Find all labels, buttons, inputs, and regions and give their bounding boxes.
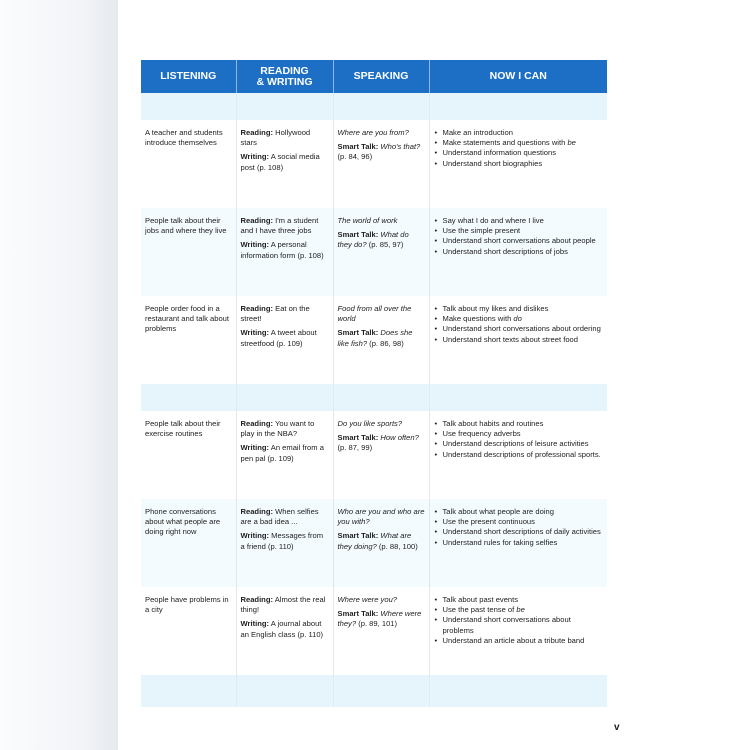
now-i-can-item bbox=[434, 419, 604, 429]
unit-row bbox=[141, 587, 607, 675]
now-i-can-text: Understand information questions bbox=[442, 148, 557, 158]
unit-band-cell bbox=[333, 93, 429, 120]
unit-band-cell bbox=[429, 384, 607, 411]
smart-talk-entry bbox=[338, 531, 425, 551]
now-i-can-text: Make statements and questions with bbox=[442, 138, 568, 148]
now-i-can-list bbox=[434, 304, 604, 345]
reading-label: Reading: bbox=[240, 128, 273, 137]
listening-cell bbox=[141, 208, 236, 296]
listening-cell bbox=[141, 411, 236, 499]
smart-talk-label: Smart Talk: bbox=[337, 328, 379, 338]
reading-entry bbox=[241, 304, 329, 324]
now-i-can-text: Understand an article about a tribute band bbox=[442, 635, 585, 645]
smart-talk-pages: (p. 84, 96) bbox=[337, 152, 373, 162]
unit-band-cell bbox=[141, 93, 236, 120]
listening-cell bbox=[141, 296, 236, 384]
now-i-can-text: Understand short conversations about ordering bbox=[442, 324, 601, 334]
unit-band bbox=[141, 384, 607, 411]
now-i-can-text: Talk about my likes and dislikes bbox=[442, 304, 549, 313]
now-i-can-item bbox=[434, 236, 604, 246]
now-i-can-emphasis: be bbox=[567, 138, 576, 148]
smart-talk-pages: (p. 85, 97) bbox=[368, 240, 404, 250]
smart-talk-label: Smart Talk: bbox=[337, 142, 379, 152]
now-i-can-text: Understand short descriptions of daily activities bbox=[442, 527, 601, 537]
now-i-can-item bbox=[434, 128, 604, 138]
writing-entry bbox=[241, 531, 329, 551]
smart-talk-question: Where were they? bbox=[337, 609, 422, 629]
reading-writing-cell bbox=[236, 208, 333, 296]
now-i-can-text: Use frequency adverbs bbox=[442, 429, 521, 439]
reading-text: Eat on the street! bbox=[240, 304, 310, 324]
smart-talk-entry bbox=[338, 328, 425, 348]
listening-text: People talk about their exercise routines bbox=[145, 419, 221, 439]
listening-text: People have problems in a city bbox=[145, 595, 229, 615]
now-i-can-item bbox=[434, 605, 604, 615]
unit-row bbox=[141, 208, 607, 296]
reading-text: I'm a student and I have three jobs bbox=[240, 216, 319, 236]
now-i-can-item bbox=[434, 314, 604, 324]
now-i-can-item bbox=[434, 247, 604, 257]
smart-talk-question: Who's that? bbox=[380, 142, 421, 152]
unit-band-cell bbox=[141, 384, 236, 411]
writing-label: Writing: bbox=[240, 619, 270, 629]
writing-entry bbox=[241, 152, 329, 172]
now-i-can-item bbox=[434, 226, 604, 236]
now-i-can-list bbox=[434, 216, 604, 257]
smart-talk-question: Does she like fish? bbox=[337, 328, 413, 348]
unit-band-cell bbox=[429, 93, 607, 120]
now-i-can-item bbox=[434, 439, 604, 449]
smart-talk-label: Smart Talk: bbox=[337, 531, 379, 541]
header-speaking: SPEAKING bbox=[333, 60, 429, 93]
now-i-can-item bbox=[434, 148, 604, 158]
reading-writing-cell bbox=[236, 296, 333, 384]
speaking-cell bbox=[333, 208, 429, 296]
now-i-can-text: Use the present continuous bbox=[442, 517, 535, 527]
speaking-cell bbox=[333, 296, 429, 384]
now-i-can-text: Say what I do and where I live bbox=[442, 216, 544, 225]
speaking-topic bbox=[338, 419, 425, 429]
contents-table bbox=[141, 60, 607, 707]
reading-entry bbox=[241, 128, 329, 148]
listening-text: People order food in a restaurant and talk about problems bbox=[145, 304, 230, 334]
speaking-topic-text: Do you like sports? bbox=[337, 419, 403, 428]
speaking-cell bbox=[333, 499, 429, 587]
speaking-topic bbox=[338, 216, 425, 226]
now-i-can-text: Understand descriptions of leisure activities bbox=[442, 439, 589, 449]
now-i-can-list bbox=[434, 419, 604, 460]
unit-band bbox=[141, 93, 607, 120]
writing-label: Writing: bbox=[240, 152, 270, 162]
now-i-can-text: Use the past tense of bbox=[442, 605, 517, 615]
now-i-can-text: Talk about past events bbox=[442, 595, 519, 604]
reading-label: Reading: bbox=[240, 595, 273, 604]
unit-row bbox=[141, 499, 607, 587]
now-i-can-text: Talk about what people are doing bbox=[442, 507, 554, 516]
now-i-can-cell bbox=[429, 120, 607, 208]
listening-cell bbox=[141, 499, 236, 587]
unit-band bbox=[141, 675, 607, 707]
now-i-can-cell bbox=[429, 499, 607, 587]
listening-cell bbox=[141, 120, 236, 208]
smart-talk-entry bbox=[338, 230, 425, 250]
reading-text: Almost the real thing! bbox=[240, 595, 326, 615]
smart-talk-pages: (p. 86, 98) bbox=[369, 338, 404, 348]
smart-talk-pages: (p. 89, 101) bbox=[358, 619, 398, 629]
reading-writing-cell bbox=[236, 411, 333, 499]
smart-talk-entry bbox=[338, 142, 425, 162]
reading-text: When selfies are a bad idea ... bbox=[240, 507, 319, 527]
now-i-can-item bbox=[434, 159, 604, 169]
writing-entry bbox=[241, 240, 329, 260]
now-i-can-item bbox=[434, 216, 604, 226]
now-i-can-text: Understand rules for taking selfies bbox=[442, 537, 558, 547]
speaking-cell bbox=[333, 587, 429, 675]
reading-text: Hollywood stars bbox=[240, 128, 311, 148]
unit-row bbox=[141, 120, 607, 208]
smart-talk-label: Smart Talk: bbox=[337, 230, 379, 240]
smart-talk-label: Smart Talk: bbox=[337, 433, 379, 443]
header-listening: LISTENING bbox=[141, 60, 236, 93]
speaking-topic-text: Food from all over the world bbox=[337, 304, 412, 324]
listening-text: A teacher and students introduce themselves bbox=[145, 128, 223, 148]
writing-text: A tweet about streetfood (p. 109) bbox=[240, 328, 317, 348]
speaking-topic-text: Who are you and who are you with? bbox=[337, 507, 425, 527]
listening-text: People talk about their jobs and where they live bbox=[145, 216, 227, 236]
writing-label: Writing: bbox=[240, 443, 270, 453]
writing-entry bbox=[241, 619, 329, 639]
listening-text: Phone conversations about what people are doing right now bbox=[145, 507, 221, 537]
now-i-can-emphasis: do bbox=[513, 314, 522, 324]
now-i-can-text: Make questions with bbox=[442, 314, 514, 324]
now-i-can-item bbox=[434, 450, 604, 460]
speaking-topic bbox=[338, 128, 425, 138]
now-i-can-item bbox=[434, 507, 604, 517]
reading-label: Reading: bbox=[240, 507, 273, 516]
unit-band-cell bbox=[236, 384, 333, 411]
now-i-can-cell bbox=[429, 208, 607, 296]
smart-talk-label: Smart Talk: bbox=[337, 609, 379, 619]
writing-text: A personal information form (p. 108) bbox=[240, 240, 324, 260]
writing-text: A social media post (p. 108) bbox=[240, 152, 320, 172]
smart-talk-question: How often? bbox=[380, 433, 419, 443]
now-i-can-item bbox=[434, 304, 604, 314]
reading-entry bbox=[241, 216, 329, 236]
reading-text: You want to play in the NBA? bbox=[240, 419, 315, 439]
now-i-can-item bbox=[434, 527, 604, 537]
now-i-can-list bbox=[434, 128, 604, 169]
table-header bbox=[141, 60, 607, 93]
speaking-topic-text: Where are you from? bbox=[337, 128, 409, 137]
page-gutter bbox=[0, 0, 118, 750]
now-i-can-item bbox=[434, 335, 604, 345]
now-i-can-text: Understand short descriptions of jobs bbox=[442, 246, 568, 256]
writing-text: Messages from a friend (p. 110) bbox=[240, 531, 324, 551]
reading-writing-cell bbox=[236, 499, 333, 587]
writing-text: An email from a pen pal (p. 109) bbox=[240, 443, 324, 463]
now-i-can-text: Talk about habits and routines bbox=[442, 419, 544, 428]
smart-talk-entry bbox=[338, 609, 425, 629]
listening-cell bbox=[141, 587, 236, 675]
header-reading-writing: READING & WRITING bbox=[236, 60, 333, 93]
now-i-can-item bbox=[434, 538, 604, 548]
speaking-cell bbox=[333, 411, 429, 499]
now-i-can-cell bbox=[429, 296, 607, 384]
now-i-can-item bbox=[434, 636, 604, 646]
now-i-can-text: Understand descriptions of professional sports. bbox=[442, 449, 601, 459]
reading-writing-cell bbox=[236, 587, 333, 675]
table-body bbox=[141, 93, 607, 707]
writing-entry bbox=[241, 443, 329, 463]
reading-entry bbox=[241, 507, 329, 527]
reading-label: Reading: bbox=[240, 304, 273, 313]
reading-label: Reading: bbox=[240, 216, 273, 225]
unit-row bbox=[141, 411, 607, 499]
now-i-can-item bbox=[434, 517, 604, 527]
reading-entry bbox=[241, 595, 329, 615]
writing-label: Writing: bbox=[240, 531, 270, 541]
speaking-topic bbox=[338, 595, 425, 605]
now-i-can-list bbox=[434, 595, 604, 646]
speaking-cell bbox=[333, 120, 429, 208]
now-i-can-text: Understand short conversations about problems bbox=[442, 615, 571, 635]
writing-entry bbox=[241, 328, 329, 348]
smart-talk-question: What are they doing? bbox=[337, 531, 412, 551]
speaking-topic-text: The world of work bbox=[337, 216, 398, 225]
smart-talk-pages: (p. 87, 99) bbox=[337, 443, 373, 453]
unit-band-cell bbox=[236, 93, 333, 120]
smart-talk-entry bbox=[338, 433, 425, 453]
now-i-can-item bbox=[434, 615, 604, 635]
now-i-can-text: Make an introduction bbox=[442, 128, 513, 137]
writing-label: Writing: bbox=[240, 328, 270, 338]
speaking-topic bbox=[338, 507, 425, 527]
smart-talk-pages: (p. 88, 100) bbox=[378, 541, 418, 551]
reading-label: Reading: bbox=[240, 419, 273, 428]
unit-band-cell bbox=[429, 675, 607, 707]
unit-band-cell bbox=[236, 675, 333, 707]
now-i-can-list bbox=[434, 507, 604, 548]
now-i-can-item bbox=[434, 324, 604, 334]
now-i-can-item bbox=[434, 138, 604, 148]
writing-text: A journal about an English class (p. 110) bbox=[240, 619, 324, 639]
now-i-can-emphasis: be bbox=[516, 605, 525, 615]
page-number: v bbox=[614, 722, 620, 733]
now-i-can-text: Understand short conversations about people bbox=[442, 236, 596, 246]
unit-band-cell bbox=[141, 675, 236, 707]
now-i-can-text: Use the simple present bbox=[442, 226, 521, 236]
unit-band-cell bbox=[333, 384, 429, 411]
now-i-can-text: Understand short biographies bbox=[442, 158, 543, 168]
now-i-can-cell bbox=[429, 411, 607, 499]
now-i-can-cell bbox=[429, 587, 607, 675]
speaking-topic bbox=[338, 304, 425, 324]
smart-talk-question: What do they do? bbox=[337, 230, 409, 250]
now-i-can-item bbox=[434, 429, 604, 439]
reading-writing-cell bbox=[236, 120, 333, 208]
speaking-topic-text: Where were you? bbox=[337, 595, 398, 604]
unit-band-cell bbox=[333, 675, 429, 707]
now-i-can-item bbox=[434, 595, 604, 605]
header-now-i-can: NOW I CAN bbox=[429, 60, 607, 93]
now-i-can-text: Understand short texts about street food bbox=[442, 334, 579, 344]
unit-row bbox=[141, 296, 607, 384]
writing-label: Writing: bbox=[240, 240, 270, 250]
reading-entry bbox=[241, 419, 329, 439]
